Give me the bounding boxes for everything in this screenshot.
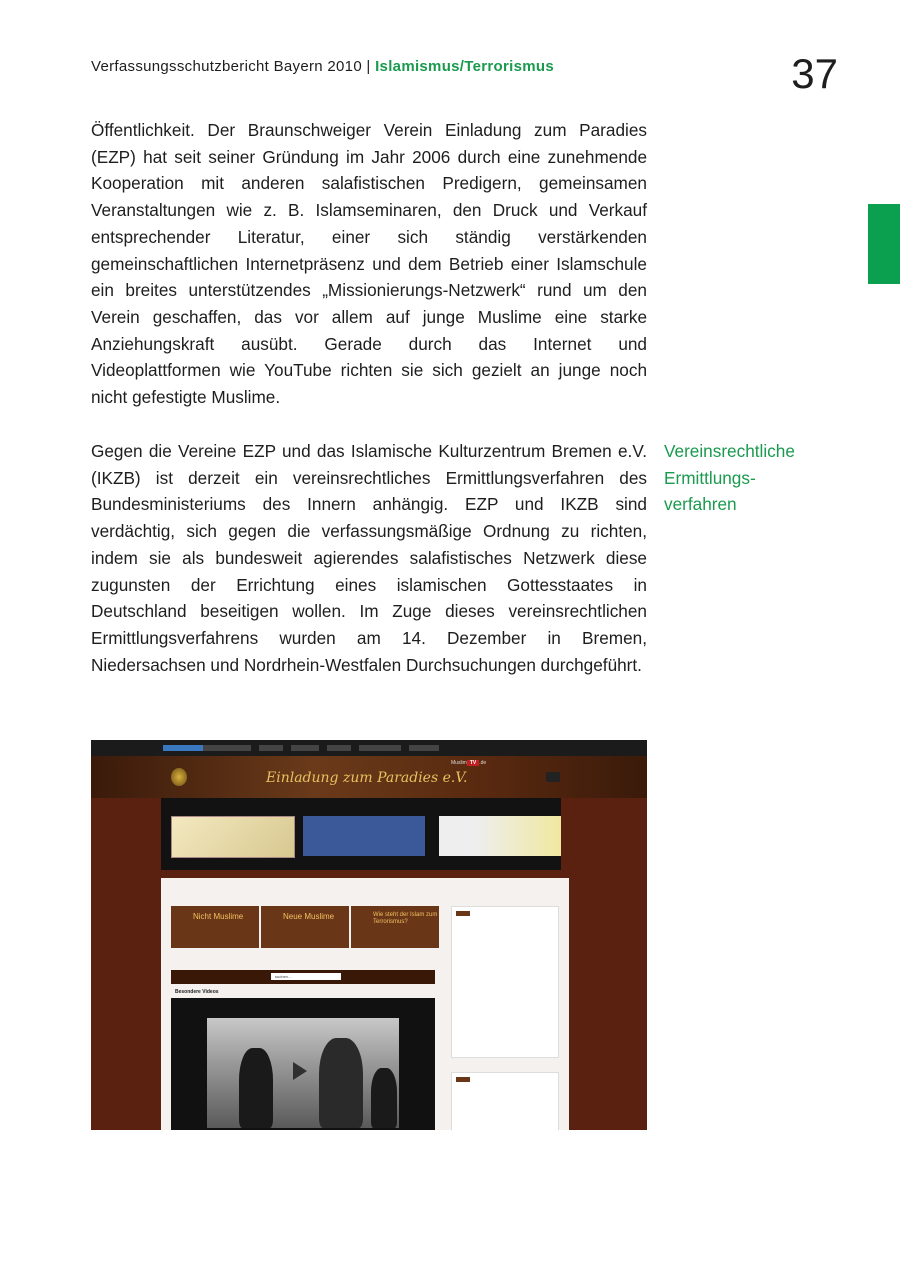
tile-terrorismus: Wie steht der Islam zum Terrorismus?: [351, 906, 439, 948]
badge-text: Muslim: [451, 760, 467, 766]
margin-note: [664, 438, 795, 518]
website-screenshot: [91, 740, 647, 1130]
body-paragraph-1: Öffentlichkeit. Der Braunschweiger Verein Einladung zum Paradies (EZP) hat seit seiner Gründung im Jahr 2006 durch eine zunehmende Kooperation mit anderen salafistischen Predigern, gemeinsamen Veranstaltungen wie z. B. Islamseminaren, den Druck und Verkauf entsprechender Literatur, einer sich ständig verstärkenden gemeinschaftlichen Internetpräsenz und dem Betrieb einer Islamschule ein breites unterstützendes „Missionierungs-Netzwerk“ rund um den Verein geschaffen, das vor allem auf junge Muslime eine starke Anziehungskraft ausübt. Gerade durch das Internet und Videoplattformen wie YouTube richten sie sich gezielt an junge noch nicht gefestigte Muslime.: [91, 120, 647, 408]
tile-neue-muslime: Neue Muslime: [261, 906, 349, 948]
facebook-icon: [303, 816, 425, 856]
site-search: [171, 970, 435, 984]
promo-band: [161, 798, 561, 870]
margin-note-line: Vereinsrechtliche: [664, 441, 795, 461]
site-navbar: [91, 740, 647, 756]
nav-item: [203, 745, 251, 751]
site-sidebar-2: [451, 1072, 559, 1130]
site-content: [161, 878, 569, 1130]
promo-box: [171, 806, 293, 864]
site-sidebar: [451, 906, 559, 1058]
video-frame: [207, 1018, 399, 1128]
nav-item: [291, 745, 319, 751]
nav-item: [259, 745, 283, 751]
section-title: Islamismus/Terrorismus: [375, 58, 554, 75]
youtube-icon: [439, 816, 561, 856]
video-player: [171, 998, 435, 1130]
sidebar-tag: [456, 911, 470, 916]
nav-item: [163, 745, 205, 751]
site-banner: [91, 756, 647, 798]
video-person: [239, 1048, 273, 1128]
badge-tv: TV: [467, 760, 479, 766]
sidebar-tag: [456, 1077, 470, 1082]
promo-image: [171, 816, 295, 858]
margin-note-line: Ermittlungs-: [664, 467, 756, 488]
chapter-tab: [868, 204, 900, 284]
play-icon: [293, 1062, 307, 1080]
nav-item: [359, 745, 401, 751]
nav-item: [327, 745, 351, 751]
video-person: [319, 1038, 363, 1128]
badge-suffix: .de: [479, 760, 487, 766]
videos-heading: Besondere Videos: [175, 989, 219, 995]
nav-item: [409, 745, 439, 751]
tile-nicht-muslime: Nicht Muslime: [171, 906, 259, 948]
search-icon: [546, 772, 560, 782]
page-number: 37: [791, 50, 838, 97]
site-search-input: suchen...: [271, 973, 341, 980]
running-header: [91, 58, 554, 75]
promo-box-facebook: [303, 806, 425, 864]
promo-box-youtube: [439, 806, 561, 864]
body-paragraph-2: Gegen die Vereine EZP und das Islamische Kulturzentrum Bremen e.V. (IKZB) ist derzeit ein vereinsrechtliches Ermittlungsverfahren des Bundesministeriums des Innern anhängig. EZP und IKZB sind verdächtig, sich gegen die verfassungsmäßige Ordnung zu richten, indem sie als bundesweit agierendes salafistisches Netzwerk diese zugunsten der Errichtung eines islamischen Gottesstaates in Deutschland beseitigen wollen. Im Zuge dieses vereinsrechtlichen Ermittlungsverfahrens wurden am 14. Dezember in Bremen, Niedersachsen und Nordrhein-Westfalen Durchsuchungen durchgeführt.: [91, 441, 647, 675]
site-title: Einladung zum Paradies e.V.: [266, 770, 468, 786]
muslimtv-badge: [451, 760, 486, 766]
site-logo-icon: [171, 768, 187, 786]
video-person: [371, 1068, 397, 1128]
running-title: Verfassungsschutzbericht Bayern 2010 |: [91, 58, 376, 75]
margin-note-line: verfahren: [664, 494, 737, 515]
